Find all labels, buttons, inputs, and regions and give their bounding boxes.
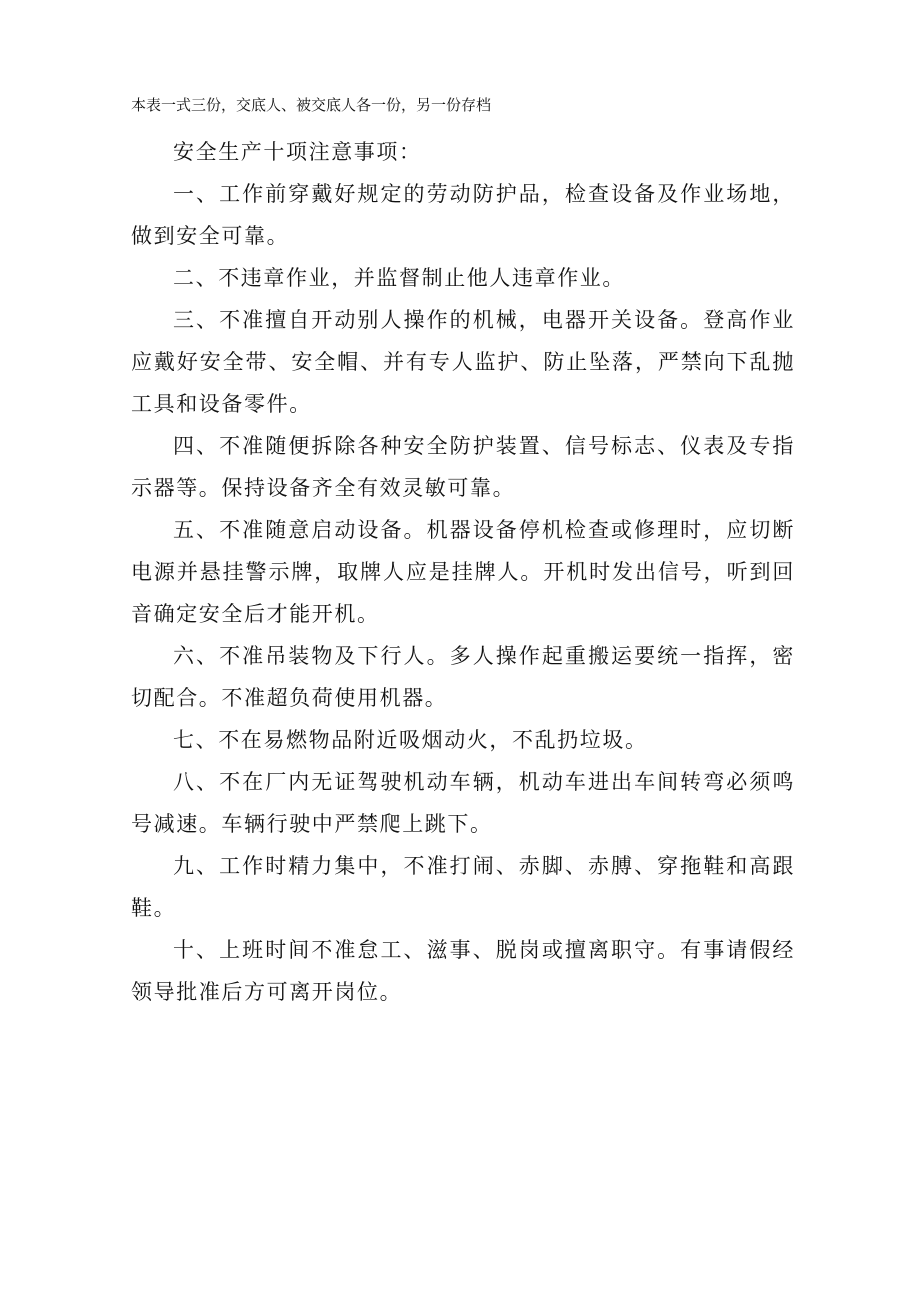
safety-item-1: 一、工作前穿戴好规定的劳动防护品，检查设备及作业场地，做到安全可靠。 bbox=[131, 182, 795, 248]
safety-item-3: 三、不准擅自开动别人操作的机械，电器开关设备。登高作业应戴好安全带、安全帽、并有专人监护、防止坠落，严禁向下乱抛工具和设备零件。 bbox=[131, 308, 795, 416]
safety-item-4: 四、不准随便拆除各种安全防护装置、信号标志、仪表及专指示器等。保持设备齐全有效灵敏可靠。 bbox=[131, 434, 795, 500]
safety-item-2: 二、不违章作业，并监督制止他人违章作业。 bbox=[173, 266, 625, 290]
safety-item-6: 六、不准吊装物及下行人。多人操作起重搬运要统一指挥，密切配合。不准超负荷使用机器。 bbox=[131, 644, 795, 710]
safety-item-5: 五、不准随意启动设备。机器设备停机检查或修理时，应切断电源并悬挂警示牌，取牌人应是挂牌人。开机时发出信号，听到回音确定安全后才能开机。 bbox=[131, 518, 795, 626]
copy-distribution-note: 本表一式三份，交底人、被交底人各一份，另一份存档 bbox=[131, 96, 492, 114]
safety-notes-body bbox=[131, 131, 795, 1013]
safety-item-7: 七、不在易燃物品附近吸烟动火，不乱扔垃圾。 bbox=[173, 728, 648, 752]
safety-item-9: 九、工作时精力集中，不准打闹、赤脚、赤膊、穿拖鞋和高跟鞋。 bbox=[131, 854, 795, 920]
safety-item-10: 十、上班时间不准怠工、滋事、脱岗或擅离职守。有事请假经领导批准后方可离开岗位。 bbox=[131, 938, 795, 1004]
safety-item-8: 八、不在厂内无证驾驶机动车辆，机动车进出车间转弯必须鸣号减速。车辆行驶中严禁爬上跳下。 bbox=[131, 770, 795, 836]
safety-notes-heading: 安全生产十项注意事项： bbox=[173, 140, 422, 164]
